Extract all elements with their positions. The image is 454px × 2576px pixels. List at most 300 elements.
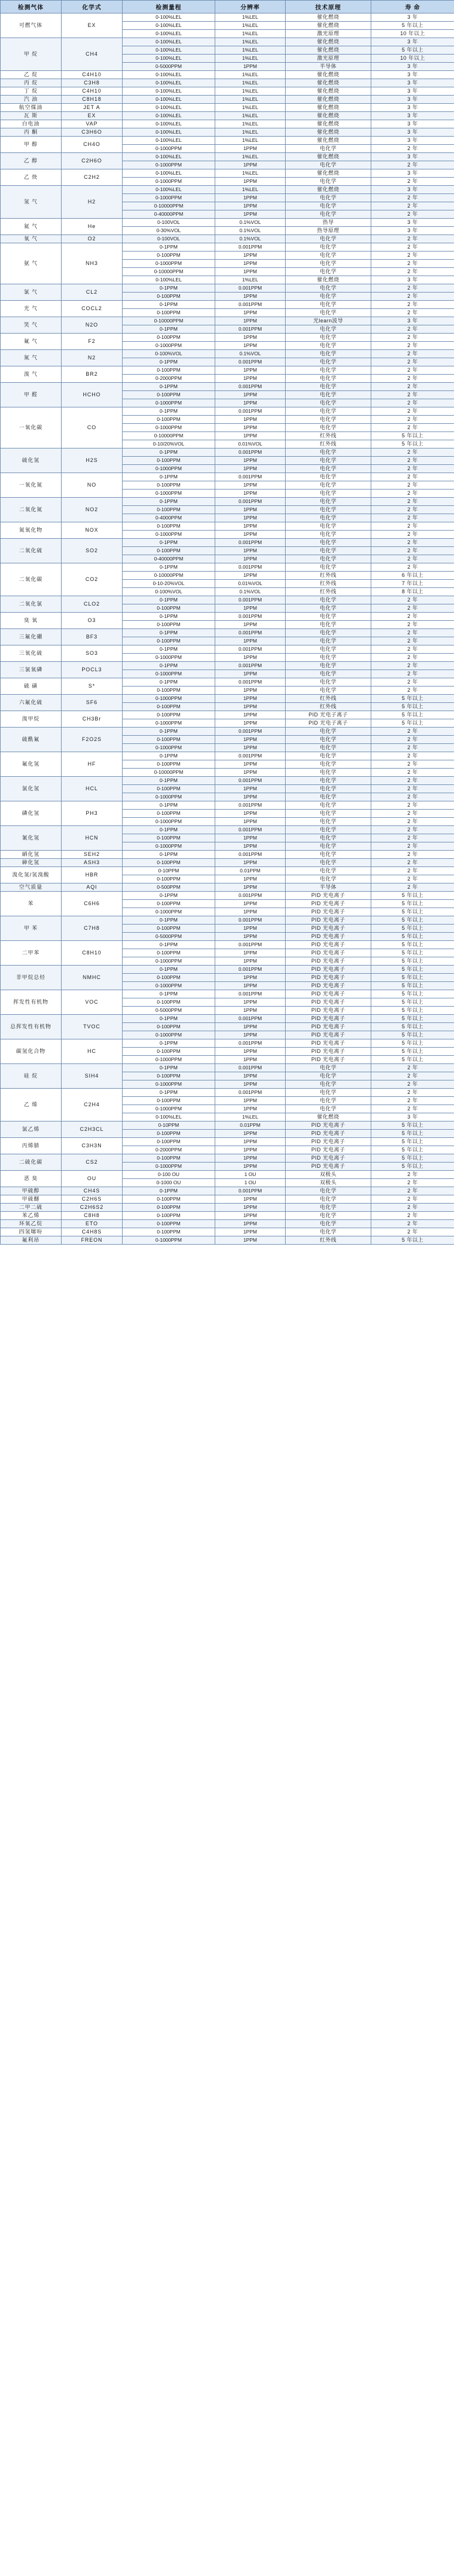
formula-cell: EX	[62, 13, 123, 38]
resolution-cell: 0.001PPM	[215, 966, 286, 974]
resolution-cell: 1PPM	[215, 1031, 286, 1039]
technology-cell: 电化学	[286, 506, 371, 514]
table-row	[1, 448, 454, 457]
lifetime-cell: 6 年以上	[371, 572, 454, 580]
technology-cell: 催化燃烧	[286, 71, 371, 79]
technology-cell: 催化燃烧	[286, 96, 371, 104]
technology-cell: 电化学	[286, 383, 371, 391]
resolution-cell: 1PPM	[215, 293, 286, 301]
range-cell: 0-1PPM	[123, 498, 215, 506]
technology-cell: 电化学	[286, 1089, 371, 1097]
lifetime-cell: 2 年	[371, 1212, 454, 1220]
technology-cell: 电化学	[286, 1105, 371, 1113]
range-cell: 0-10000PPM	[123, 432, 215, 440]
lifetime-cell: 2 年	[371, 178, 454, 186]
lifetime-cell: 2 年	[371, 1097, 454, 1105]
lifetime-cell: 2 年	[371, 252, 454, 260]
technology-cell: 电化学	[286, 777, 371, 785]
range-cell: 0-5000PPM	[123, 933, 215, 941]
lifetime-cell: 2 年	[371, 801, 454, 810]
range-cell: 0-1000PPM	[123, 1105, 215, 1113]
formula-cell: AQI	[62, 883, 123, 892]
resolution-cell: 1PPM	[215, 1105, 286, 1113]
formula-cell: NMHC	[62, 966, 123, 990]
technology-cell: PID 光电离子	[286, 982, 371, 990]
formula-cell: CH3Br	[62, 711, 123, 728]
lifetime-cell: 3 年	[371, 1113, 454, 1122]
resolution-cell: 0.1%VOL	[215, 588, 286, 596]
gas-name-cell: 甲硫醚	[1, 1195, 62, 1204]
formula-cell: H2	[62, 186, 123, 219]
technology-cell: 电化学	[286, 490, 371, 498]
header-technology: 技术原理	[286, 1, 371, 13]
technology-cell: 电化学	[286, 268, 371, 276]
gas-name-cell: 二氧化碳	[1, 563, 62, 596]
range-cell: 0-1000PPM	[123, 1080, 215, 1089]
lifetime-cell: 2 年	[371, 1072, 454, 1080]
resolution-cell: 1PPM	[215, 859, 286, 867]
lifetime-cell: 5 年以上	[371, 990, 454, 998]
range-cell: 0-100%LEL	[123, 104, 215, 112]
technology-cell: 红外线	[286, 695, 371, 703]
formula-cell: H2S	[62, 448, 123, 473]
range-cell: 0-2000PPM	[123, 375, 215, 383]
technology-cell: PID 光电离子	[286, 1163, 371, 1171]
resolution-cell: 0.1%VOL	[215, 219, 286, 227]
gas-name-cell: 硅 烷	[1, 1064, 62, 1089]
range-cell: 0-100%LEL	[123, 30, 215, 38]
resolution-cell: 0.001PPM	[215, 448, 286, 457]
lifetime-cell: 2 年	[371, 407, 454, 416]
resolution-cell: 1PPM	[215, 998, 286, 1007]
range-cell: 0-100%LEL	[123, 153, 215, 161]
technology-cell: 电化学	[286, 744, 371, 752]
lifetime-cell: 2 年	[371, 424, 454, 432]
formula-cell: ETO	[62, 1220, 123, 1228]
technology-cell: PID 光电离子	[286, 916, 371, 925]
technology-cell: 电化学	[286, 687, 371, 695]
lifetime-cell: 5 年以上	[371, 440, 454, 448]
lifetime-cell: 2 年	[371, 334, 454, 342]
technology-cell: 电化学	[286, 260, 371, 268]
technology-cell: 电化学	[286, 613, 371, 621]
formula-cell: HCN	[62, 826, 123, 851]
technology-cell: 电化学	[286, 810, 371, 818]
lifetime-cell: 2 年	[371, 243, 454, 252]
resolution-cell: 1PPM	[215, 949, 286, 957]
range-cell: 0-100PPM	[123, 875, 215, 883]
table-row	[1, 334, 454, 342]
lifetime-cell: 2 年	[371, 793, 454, 801]
lifetime-cell: 5 年以上	[371, 1146, 454, 1154]
resolution-cell: 1PPM	[215, 793, 286, 801]
resolution-cell: 1%LEL	[215, 30, 286, 38]
lifetime-cell: 2 年	[371, 498, 454, 506]
resolution-cell: 1PPM	[215, 416, 286, 424]
gas-name-cell: 二氧化硫	[1, 539, 62, 563]
lifetime-cell: 2 年	[371, 358, 454, 366]
lifetime-cell: 2 年	[371, 851, 454, 859]
gas-name-cell: 苯乙烯	[1, 1212, 62, 1220]
formula-cell: HCHO	[62, 383, 123, 407]
lifetime-cell: 2 年	[371, 859, 454, 867]
technology-cell: 电化学	[286, 334, 371, 342]
table-row	[1, 613, 454, 621]
gas-name-cell: 氯化氢	[1, 777, 62, 801]
lifetime-cell: 3 年	[371, 79, 454, 87]
technology-cell: 电化学	[286, 654, 371, 662]
formula-cell: C2H6S	[62, 1195, 123, 1204]
resolution-cell: 0.001PPM	[215, 1015, 286, 1023]
gas-name-cell: 非甲烷总烃	[1, 966, 62, 990]
technology-cell: 电化学	[286, 375, 371, 383]
lifetime-cell: 2 年	[371, 752, 454, 760]
gas-name-cell: 甲 烷	[1, 38, 62, 71]
range-cell: 0-1PPM	[123, 539, 215, 547]
formula-cell: HCL	[62, 777, 123, 801]
lifetime-cell: 2 年	[371, 736, 454, 744]
table-row	[1, 1039, 454, 1048]
technology-cell: 红外线	[286, 703, 371, 711]
lifetime-cell: 2 年	[371, 145, 454, 153]
gas-name-cell: 丙烯腈	[1, 1138, 62, 1154]
range-cell: 0-5000PPM	[123, 63, 215, 71]
technology-cell: 电化学	[286, 867, 371, 875]
resolution-cell: 1PPM	[215, 900, 286, 908]
resolution-cell: 0.001PPM	[215, 801, 286, 810]
resolution-cell: 1%LEL	[215, 276, 286, 284]
technology-cell: PID 光电离子	[286, 892, 371, 900]
range-cell: 0-1PPM	[123, 916, 215, 925]
table-row	[1, 1089, 454, 1097]
technology-cell: 电化学	[286, 465, 371, 473]
formula-cell: HC	[62, 1039, 123, 1064]
lifetime-cell: 2 年	[371, 1220, 454, 1228]
lifetime-cell: 2 年	[371, 481, 454, 490]
range-cell: 0-100%LEL	[123, 128, 215, 137]
range-cell: 0-100PPM	[123, 621, 215, 629]
table-row	[1, 916, 454, 925]
lifetime-cell: 5 年以上	[371, 1015, 454, 1023]
technology-cell: 催化燃烧	[286, 128, 371, 137]
technology-cell: 催化燃烧	[286, 104, 371, 112]
resolution-cell: 1PPM	[215, 1204, 286, 1212]
gas-name-cell: 甲 醛	[1, 383, 62, 407]
formula-cell: CL2	[62, 284, 123, 301]
lifetime-cell: 2 年	[371, 728, 454, 736]
formula-cell: SF6	[62, 695, 123, 711]
table-row	[1, 284, 454, 293]
range-cell: 0-100PPM	[123, 457, 215, 465]
technology-cell: PID 光电离子	[286, 1031, 371, 1039]
resolution-cell: 1PPM	[215, 531, 286, 539]
gas-name-cell: 汽 油	[1, 96, 62, 104]
range-cell: 0-100PPM	[123, 506, 215, 514]
technology-cell: 催化燃烧	[286, 112, 371, 120]
formula-cell: CH4O	[62, 137, 123, 153]
technology-cell: PID 光电子离子	[286, 719, 371, 728]
range-cell: 0-100PPM	[123, 1228, 215, 1236]
table-row	[1, 104, 454, 112]
resolution-cell: 0.001PPM	[215, 662, 286, 670]
resolution-cell: 1PPM	[215, 334, 286, 342]
technology-cell: 电化学	[286, 629, 371, 637]
range-cell: 0-1PPM	[123, 284, 215, 293]
technology-cell: 电化学	[286, 834, 371, 842]
resolution-cell: 1%LEL	[215, 96, 286, 104]
range-cell: 0-100PPM	[123, 711, 215, 719]
resolution-cell: 0.1%VOL	[215, 227, 286, 235]
lifetime-cell: 2 年	[371, 1179, 454, 1187]
range-cell: 0-2000PPM	[123, 1146, 215, 1154]
lifetime-cell: 2 年	[371, 621, 454, 629]
lifetime-cell: 5 年以上	[371, 1023, 454, 1031]
resolution-cell: 1PPM	[215, 810, 286, 818]
range-cell: 0-1PPM	[123, 941, 215, 949]
lifetime-cell: 3 年	[371, 227, 454, 235]
resolution-cell: 0.001PPM	[215, 1039, 286, 1048]
gas-detection-spec-sheet	[0, 0, 454, 1245]
resolution-cell: 1PPM	[215, 703, 286, 711]
range-cell: 0-1PPM	[123, 358, 215, 366]
range-cell: 0-1PPM	[123, 407, 215, 416]
gas-name-cell: 四氢噻吩	[1, 1228, 62, 1236]
formula-cell: C6H6	[62, 892, 123, 916]
resolution-cell: 1PPM	[215, 391, 286, 399]
formula-cell: CO2	[62, 563, 123, 596]
lifetime-cell: 5 年以上	[371, 1236, 454, 1245]
technology-cell: 红外线	[286, 440, 371, 448]
range-cell: 0-100PPM	[123, 1204, 215, 1212]
resolution-cell: 1%LEL	[215, 46, 286, 55]
technology-cell: 电化学	[286, 637, 371, 645]
lifetime-cell: 2 年	[371, 1089, 454, 1097]
resolution-cell: 1PPM	[215, 957, 286, 966]
technology-cell: 电化学	[286, 1195, 371, 1204]
lifetime-cell: 5 年以上	[371, 1031, 454, 1039]
lifetime-cell: 5 年以上	[371, 908, 454, 916]
table-row	[1, 695, 454, 703]
range-cell: 0-100PPM	[123, 1195, 215, 1204]
formula-cell: POCL3	[62, 662, 123, 678]
technology-cell: 电化学	[286, 736, 371, 744]
range-cell: 0-100PPM	[123, 481, 215, 490]
technology-cell: PID 光电离子	[286, 1146, 371, 1154]
technology-cell: 电化学	[286, 842, 371, 851]
lifetime-cell: 5 年以上	[371, 1039, 454, 1048]
range-cell: 0-500PPM	[123, 883, 215, 892]
resolution-cell: 0.01PPM	[215, 1122, 286, 1130]
range-cell: 0-1PPM	[123, 629, 215, 637]
resolution-cell: 0.001PPM	[215, 629, 286, 637]
table-row	[1, 1154, 454, 1163]
lifetime-cell: 5 年以上	[371, 46, 454, 55]
technology-cell: 电化学	[286, 424, 371, 432]
range-cell: 0-1000PPM	[123, 342, 215, 350]
range-cell: 0-100PPM	[123, 293, 215, 301]
table-row	[1, 522, 454, 531]
formula-cell: C2H6S2	[62, 1204, 123, 1212]
table-row	[1, 662, 454, 670]
resolution-cell: 1PPM	[215, 744, 286, 752]
technology-cell: 电化学	[286, 793, 371, 801]
formula-cell: PH3	[62, 801, 123, 826]
lifetime-cell: 3 年	[371, 153, 454, 161]
gas-table	[0, 0, 454, 1245]
lifetime-cell: 2 年	[371, 375, 454, 383]
lifetime-cell: 2 年	[371, 744, 454, 752]
lifetime-cell: 2 年	[371, 875, 454, 883]
lifetime-cell: 2 年	[371, 629, 454, 637]
resolution-cell: 1PPM	[215, 695, 286, 703]
technology-cell: 红外线	[286, 580, 371, 588]
technology-cell: 催化燃烧	[286, 186, 371, 194]
formula-cell: SIH4	[62, 1064, 123, 1089]
gas-name-cell: 丙 酮	[1, 128, 62, 137]
technology-cell: 催化燃烧	[286, 38, 371, 46]
technology-cell: 电化学	[286, 1080, 371, 1089]
range-cell: 0-1000PPM	[123, 178, 215, 186]
resolution-cell: 1PPM	[215, 1080, 286, 1089]
lifetime-cell: 3 年	[371, 317, 454, 325]
technology-cell: PID 光电离子	[286, 933, 371, 941]
range-cell: 0-1PPM	[123, 613, 215, 621]
formula-cell: SO3	[62, 645, 123, 662]
technology-cell: 光learn波导	[286, 317, 371, 325]
lifetime-cell: 2 年	[371, 399, 454, 407]
technology-cell: 电化学	[286, 728, 371, 736]
technology-cell: PID 光电离子	[286, 998, 371, 1007]
range-cell: 0-100%LEL	[123, 96, 215, 104]
technology-cell: PID 光电离子	[286, 925, 371, 933]
gas-name-cell: 溴化氢/氢溴酸	[1, 867, 62, 883]
formula-cell: C3H3N	[62, 1138, 123, 1154]
range-cell: 0-10PPM	[123, 867, 215, 875]
table-row	[1, 96, 454, 104]
table-row	[1, 169, 454, 178]
lifetime-cell: 8 年以上	[371, 588, 454, 596]
resolution-cell: 1PPM	[215, 883, 286, 892]
technology-cell: 电化学	[286, 235, 371, 243]
technology-cell: 电化学	[286, 851, 371, 859]
resolution-cell: 1PPM	[215, 1236, 286, 1245]
range-cell: 0-1000PPM	[123, 260, 215, 268]
gas-name-cell: 砷化氢	[1, 859, 62, 867]
lifetime-cell: 5 年以上	[371, 1048, 454, 1056]
table-row	[1, 407, 454, 416]
lifetime-cell: 3 年	[371, 71, 454, 79]
resolution-cell: 1%LEL	[215, 55, 286, 63]
resolution-cell: 1PPM	[215, 719, 286, 728]
lifetime-cell: 5 年以上	[371, 998, 454, 1007]
range-cell: 0-100%LEL	[123, 22, 215, 30]
gas-name-cell: 一氧化碳	[1, 407, 62, 448]
range-cell: 0-1PPM	[123, 448, 215, 457]
resolution-cell: 1%LEL	[215, 13, 286, 22]
range-cell: 0-100%VOL	[123, 350, 215, 358]
lifetime-cell: 2 年	[371, 613, 454, 621]
resolution-cell: 0.001PPM	[215, 851, 286, 859]
range-cell: 0-100PPM	[123, 810, 215, 818]
formula-cell: CH4S	[62, 1187, 123, 1195]
lifetime-cell: 2 年	[371, 1171, 454, 1179]
resolution-cell: 1PPM	[215, 785, 286, 793]
technology-cell: 半导体	[286, 63, 371, 71]
resolution-cell: 1PPM	[215, 604, 286, 613]
resolution-cell: 1PPM	[215, 1228, 286, 1236]
table-row	[1, 38, 454, 46]
technology-cell: 电化学	[286, 875, 371, 883]
formula-cell: NH3	[62, 243, 123, 284]
lifetime-cell: 3 年	[371, 186, 454, 194]
technology-cell: PID 光电离子	[286, 941, 371, 949]
lifetime-cell: 2 年	[371, 1204, 454, 1212]
resolution-cell: 1PPM	[215, 342, 286, 350]
formula-cell: EX	[62, 112, 123, 120]
range-cell: 0-1000PPM	[123, 818, 215, 826]
resolution-cell: 1PPM	[215, 1072, 286, 1080]
table-row	[1, 826, 454, 834]
formula-cell: C3H6O	[62, 128, 123, 137]
lifetime-cell: 2 年	[371, 448, 454, 457]
table-row	[1, 851, 454, 859]
formula-cell: FREON	[62, 1236, 123, 1245]
resolution-cell: 1%LEL	[215, 120, 286, 128]
resolution-cell: 1PPM	[215, 1163, 286, 1171]
resolution-cell: 0.01PPM	[215, 867, 286, 875]
range-cell: 0-1PPM	[123, 325, 215, 334]
resolution-cell: 0.001PPM	[215, 284, 286, 293]
range-cell: 0-1PPM	[123, 892, 215, 900]
formula-cell: F2	[62, 334, 123, 350]
formula-cell: C8H10	[62, 941, 123, 966]
resolution-cell: 1PPM	[215, 260, 286, 268]
table-header-row	[1, 1, 454, 13]
technology-cell: 电化学	[286, 498, 371, 506]
gas-name-cell: 可燃气体	[1, 13, 62, 38]
gas-name-cell: 磷化氢	[1, 801, 62, 826]
gas-name-cell: 氨 气	[1, 243, 62, 284]
technology-cell: 电化学	[286, 522, 371, 531]
lifetime-cell: 2 年	[371, 818, 454, 826]
resolution-cell: 1%LEL	[215, 186, 286, 194]
technology-cell: 电化学	[286, 645, 371, 654]
table-row	[1, 711, 454, 719]
gas-name-cell: 瓦 斯	[1, 112, 62, 120]
resolution-cell: 1%LEL	[215, 38, 286, 46]
lifetime-cell: 5 年以上	[371, 941, 454, 949]
technology-cell: PID 光电离子	[286, 1130, 371, 1138]
technology-cell: 热导原理	[286, 227, 371, 235]
resolution-cell: 0.001PPM	[215, 1089, 286, 1097]
technology-cell: PID 光电离子	[286, 1056, 371, 1064]
range-cell: 0-1000PPM	[123, 399, 215, 407]
resolution-cell: 1PPM	[215, 760, 286, 769]
range-cell: 0-10000PPM	[123, 268, 215, 276]
table-row	[1, 990, 454, 998]
formula-cell: C4H10	[62, 71, 123, 79]
technology-cell: 电化学	[286, 342, 371, 350]
lifetime-cell: 2 年	[371, 194, 454, 202]
range-cell: 0-1000PPM	[123, 1163, 215, 1171]
gas-name-cell: 甲 苯	[1, 916, 62, 941]
table-row	[1, 539, 454, 547]
range-cell: 0-4000PPM	[123, 514, 215, 522]
resolution-cell: 1PPM	[215, 572, 286, 580]
lifetime-cell: 2 年	[371, 490, 454, 498]
lifetime-cell: 3 年	[371, 38, 454, 46]
gas-name-cell: 乙 烯	[1, 1089, 62, 1122]
